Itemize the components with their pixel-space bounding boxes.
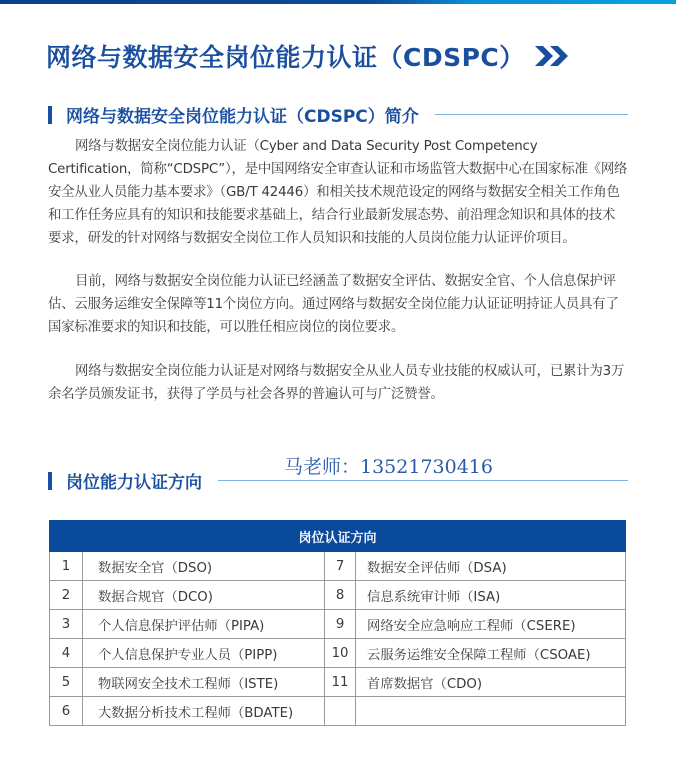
row-number: 10 bbox=[325, 639, 356, 668]
heading-rule bbox=[435, 114, 628, 115]
row-number: 4 bbox=[50, 639, 83, 668]
direction-name: 首席数据官（CDO) bbox=[356, 668, 626, 697]
direction-name: 个人信息保护评估师（PIPA) bbox=[83, 610, 325, 639]
direction-name: 网络安全应急响应工程师（CSERE) bbox=[356, 610, 626, 639]
page-title bbox=[46, 38, 571, 74]
intro-paragraph-1: 网络与数据安全岗位能力认证（Cyber and Data Security Post Competency Certification，简称“CDSPC”），是中国网络安全审查认证和市场监管大数据中心在国家标准《网络安全从业人员能力基本要求》（GB/T 42446）和相关技术规范设定的网络与数据安全相关工作角色和工作任务应具有的知识和技能要求基础上，结合行业最新发展态势、前沿理念知识和具体的技术要求，研发的针对网络与数据安全岗位工作人员知识和技能的人员岗位能力认证评价项目。 bbox=[48, 139, 628, 246]
top-accent-bar bbox=[0, 0, 676, 4]
intro-paragraph-3: 网络与数据安全岗位能力认证是对网络与数据安全从业人员专业技能的权威认可，已累计为3万余名学员颁发证书，获得了学员与社会各界的普遍认可与广泛赞誉。 bbox=[48, 364, 625, 402]
row-number: 9 bbox=[325, 610, 356, 639]
row-number: 1 bbox=[50, 552, 83, 581]
row-number bbox=[325, 697, 356, 726]
double-chevron-right-icon bbox=[535, 44, 571, 68]
row-number: 3 bbox=[50, 610, 83, 639]
directions-heading-text: 岗位能力认证方向 bbox=[66, 473, 202, 493]
direction-name: 个人信息保护专业人员（PIPP) bbox=[83, 639, 325, 668]
intro-heading-text: 网络与数据安全岗位能力认证（CDSPC）简介 bbox=[66, 107, 419, 127]
direction-name bbox=[356, 697, 626, 726]
row-number: 8 bbox=[325, 581, 356, 610]
direction-name: 大数据分析技术工程师（BDATE) bbox=[83, 697, 325, 726]
intro-paragraph-2: 目前，网络与数据安全岗位能力认证已经涵盖了数据安全评估、数据安全官、个人信息保护评估、云服务运维安全保障等11个岗位方向。通过网络与数据安全岗位能力认证证明持证人员具有了国家标准要求的知识和技能，可以胜任相应岗位的岗位要求。 bbox=[48, 274, 619, 335]
contact-info: 马老师：13521730416 bbox=[284, 456, 493, 478]
direction-name: 数据合规官（DCO) bbox=[83, 581, 325, 610]
table-row bbox=[50, 668, 626, 697]
table-row bbox=[50, 581, 626, 610]
heading-bar bbox=[48, 106, 52, 124]
table-row bbox=[50, 552, 626, 581]
direction-name: 数据安全官（DSO) bbox=[83, 552, 325, 581]
direction-name: 物联网安全技术工程师（ISTE) bbox=[83, 668, 325, 697]
row-number: 11 bbox=[325, 668, 356, 697]
direction-name: 数据安全评估师（DSA) bbox=[356, 552, 626, 581]
page-title-text: 网络与数据安全岗位能力认证（CDSPC） bbox=[46, 43, 525, 72]
row-number: 2 bbox=[50, 581, 83, 610]
row-number: 6 bbox=[50, 697, 83, 726]
direction-name: 信息系统审计师（ISA) bbox=[356, 581, 626, 610]
row-number: 5 bbox=[50, 668, 83, 697]
directions-table bbox=[49, 520, 626, 726]
table-row bbox=[50, 697, 626, 726]
heading-bar bbox=[48, 472, 52, 490]
row-number: 7 bbox=[325, 552, 356, 581]
heading-rule bbox=[218, 480, 628, 481]
table-row bbox=[50, 610, 626, 639]
intro-section-heading bbox=[48, 102, 628, 127]
table-header: 岗位认证方向 bbox=[50, 521, 626, 552]
table-row bbox=[50, 639, 626, 668]
direction-name: 云服务运维安全保障工程师（CSOAE) bbox=[356, 639, 626, 668]
